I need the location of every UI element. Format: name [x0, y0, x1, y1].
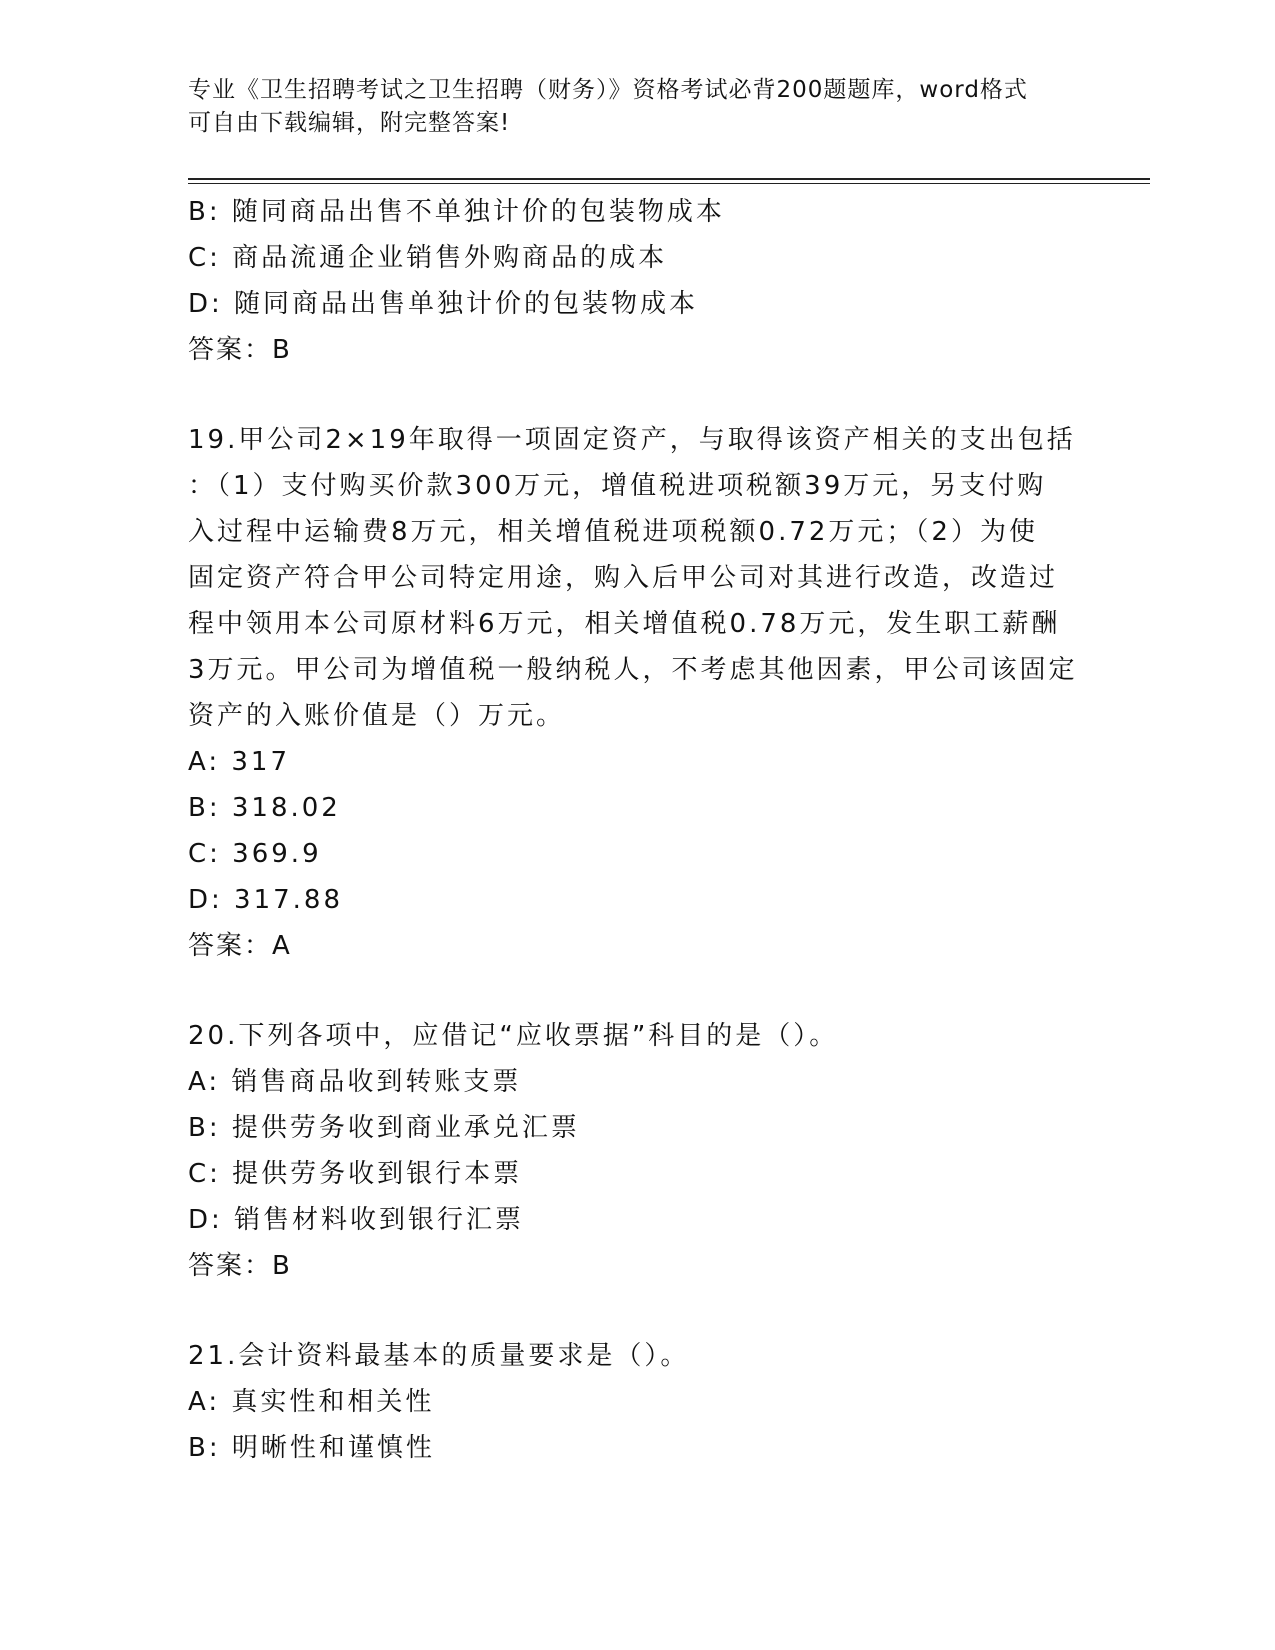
- question-21: [188, 1333, 1088, 1471]
- document-header: [188, 74, 1078, 140]
- question-content: [188, 189, 1088, 1471]
- answer: 答案：A: [188, 931, 292, 961]
- option-c: C: 369.9: [188, 839, 322, 869]
- answer: 答案：B: [188, 1251, 292, 1281]
- spacer: [188, 1289, 1088, 1333]
- answer: 答案：B: [188, 335, 292, 365]
- option-d: D: 317.88: [188, 885, 344, 915]
- question-stem-line: 入过程中运输费8万元，相关增值税进项税额0.72万元；（2）为使: [188, 517, 1038, 547]
- spacer: [188, 373, 1088, 417]
- option-a: A: 317: [188, 747, 290, 777]
- question-19: [188, 417, 1088, 969]
- option-d: D: 销售材料收到银行汇票: [188, 1205, 525, 1235]
- option-c: C: 提供劳务收到银行本票: [188, 1159, 523, 1189]
- header-title-line: 专业《卫生招聘考试之卫生招聘（财务）》资格考试必背200题题库，word格式: [188, 77, 1028, 103]
- option-b: B: 318.02: [188, 793, 341, 823]
- option-a: A: 销售商品收到转账支票: [188, 1067, 522, 1097]
- option-b: B: 明晰性和谨慎性: [188, 1433, 435, 1463]
- option-b: B: 随同商品出售不单独计价的包装物成本: [188, 197, 725, 227]
- option-a: A: 真实性和相关性: [188, 1387, 435, 1417]
- question-stem-line: 19.甲公司2×19年取得一项固定资产，与取得该资产相关的支出包括: [188, 425, 1076, 455]
- option-d: D: 随同商品出售单独计价的包装物成本: [188, 289, 699, 319]
- option-c: C: 商品流通企业销售外购商品的成本: [188, 243, 668, 273]
- question-stem-line: 3万元。甲公司为增值税一般纳税人，不考虑其他因素，甲公司该固定: [188, 655, 1078, 685]
- question-stem-line: 固定资产符合甲公司特定用途，购入后甲公司对其进行改造，改造过: [188, 563, 1059, 593]
- question-stem: 21.会计资料最基本的质量要求是（）。: [188, 1341, 690, 1371]
- header-subtitle-line: 可自由下载编辑，附完整答案!: [188, 110, 511, 136]
- spacer: [188, 969, 1088, 1013]
- question-stem: 20.下列各项中，应借记“应收票据”科目的是（）。: [188, 1021, 839, 1051]
- question-stem-line: 资产的入账价值是（）万元。: [188, 701, 566, 731]
- option-b: B: 提供劳务收到商业承兑汇票: [188, 1113, 580, 1143]
- header-divider-thick: [188, 178, 1150, 180]
- header-divider-thin: [188, 183, 1150, 184]
- question-stem-line: ：（1）支付购买价款300万元，增值税进项税额39万元，另支付购: [188, 471, 1047, 501]
- question-18: [188, 189, 1088, 373]
- question-20: [188, 1013, 1088, 1289]
- question-stem-line: 程中领用本公司原材料6万元，相关增值税0.78万元，发生职工薪酬: [188, 609, 1061, 639]
